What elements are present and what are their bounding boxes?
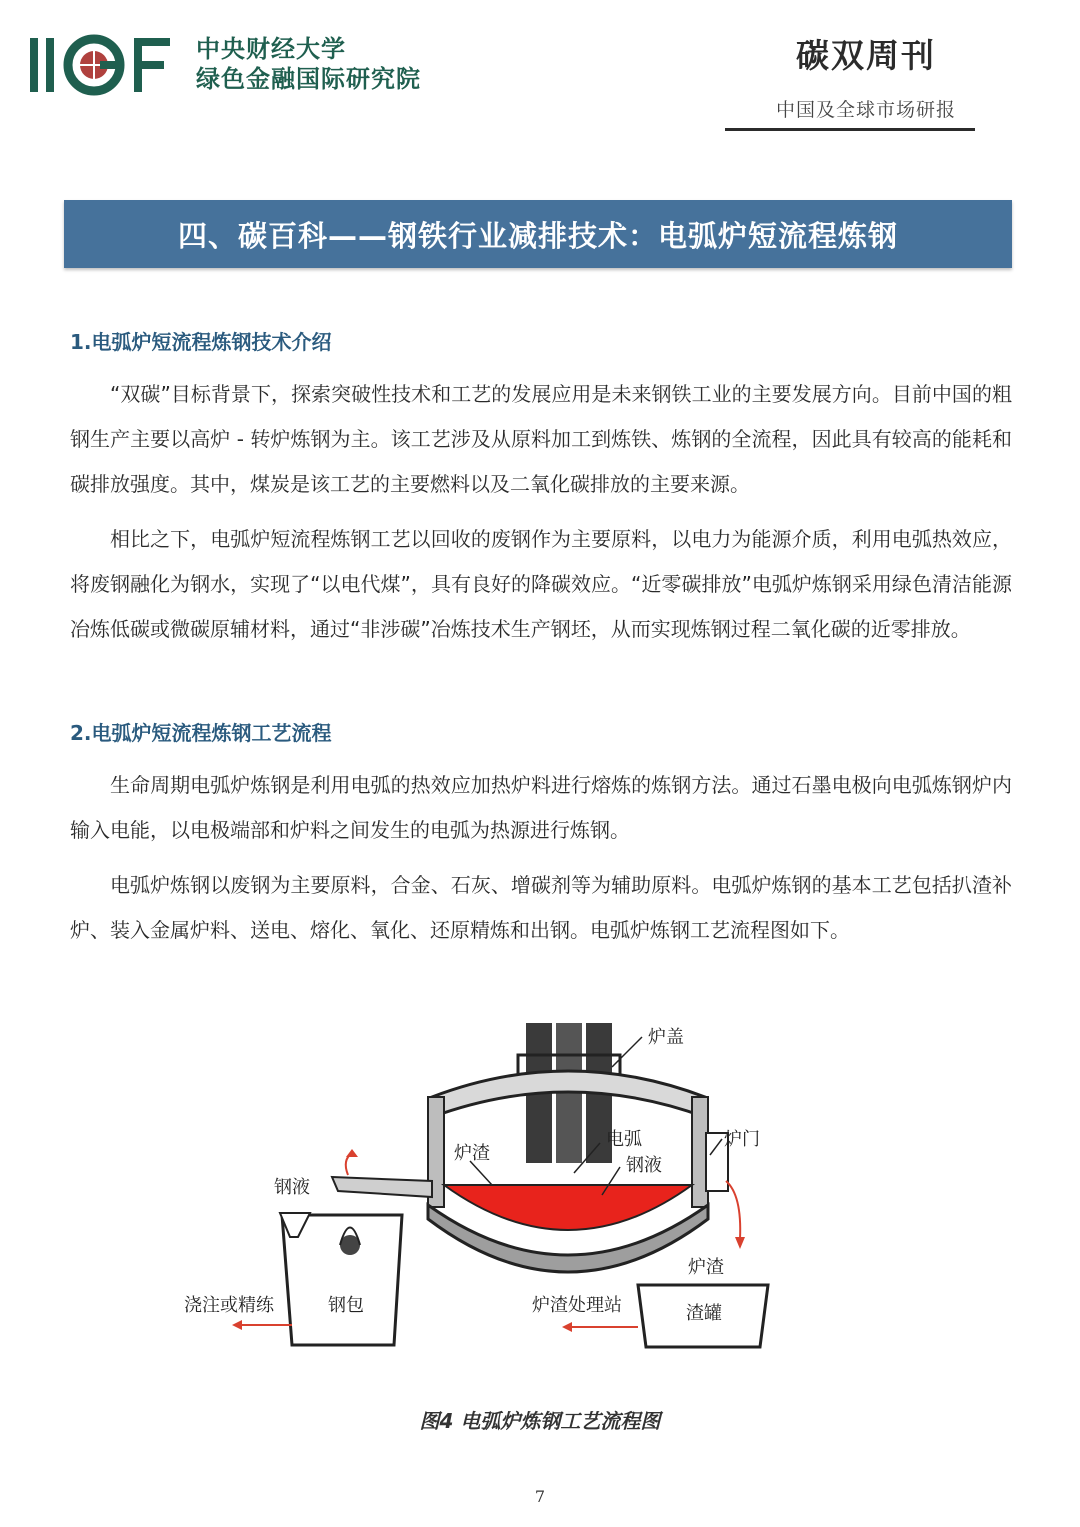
tapping-spout xyxy=(332,1177,432,1197)
section1-heading: 1.电弧炉短流程炼钢技术介绍 xyxy=(70,330,332,354)
org-name-line1: 中央财经大学 xyxy=(196,35,346,63)
org-name xyxy=(196,34,421,94)
label-ladle: 钢包 xyxy=(328,1295,364,1316)
label-slag-station: 炉渣处理站 xyxy=(532,1295,622,1316)
section-banner: 四、碳百科——钢铁行业减排技术：电弧炉短流程炼钢 xyxy=(64,200,1012,268)
section2-paragraph2: 电弧炉炼钢以废钢为主要原料，合金、石灰、增碳剂等为辅助原料。电弧炉炼钢的基本工艺包括扒渣补炉、装入金属炉料、送电、熔化、氧化、还原精炼和出钢。电弧炉炼钢工艺流程图如下。 xyxy=(70,873,1012,942)
publication-title: 碳双周刊 xyxy=(796,36,936,75)
page-number: 7 xyxy=(534,1487,546,1506)
publication xyxy=(756,30,976,122)
label-arc: 电弧 xyxy=(606,1129,642,1150)
section2-heading: 2.电弧炉短流程炼钢工艺流程 xyxy=(70,721,332,745)
org-name-line2: 绿色金融国际研究院 xyxy=(196,65,421,93)
label-pour: 浇注或精练 xyxy=(184,1295,274,1316)
section1-paragraph2: 相比之下，电弧炉短流程炼钢工艺以回收的废钢作为主要原料，以电力为能源介质，利用电弧热效应，将废钢融化为钢水，实现了“以电代煤”，具有良好的降碳效应。“近零碳排放”电弧炉炼钢采用绿色清洁能源冶炼低碳或微碳原辅材料，通过“非涉碳”冶炼技术生产钢坯，从而实现炼钢过程二氧化碳的近零排放。 xyxy=(70,527,1012,641)
label-slag-in: 炉渣 xyxy=(454,1143,490,1164)
section2-paragraph1: 生命周期电弧炉炼钢是利用电弧的热效应加热炉料进行熔炼的炼钢方法。通过石墨电极向电弧炼钢炉内输入电能，以电极端部和炉料之间发生的电弧为热源进行炼钢。 xyxy=(70,773,1012,842)
eaf-process-diagram xyxy=(170,1005,800,1365)
figure-caption: 图4 电弧炉炼钢工艺流程图 xyxy=(419,1409,661,1433)
label-lid: 炉盖 xyxy=(648,1027,684,1048)
label-door: 炉门 xyxy=(724,1129,760,1150)
publication-subtitle: 中国及全球市场研报 xyxy=(775,99,956,121)
header-rule xyxy=(725,128,975,131)
label-slag-pot: 渣罐 xyxy=(686,1303,722,1324)
label-slag-out: 炉渣 xyxy=(688,1257,724,1278)
section1-paragraph1: “双碳”目标背景下，探索突破性技术和工艺的发展应用是未来钢铁工业的主要发展方向。目前中国的粗钢生产主要以高炉 - 转炉炼钢为主。该工艺涉及从原料加工到炼铁、炼钢的全流程，因此具有较高的能耗和碳排放强度。其中，煤炭是该工艺的主要燃料以及二氧化碳排放的主要来源。 xyxy=(70,382,1012,496)
label-molten: 钢液 xyxy=(626,1155,662,1176)
iigf-logo xyxy=(30,34,180,96)
label-molten-out: 钢液 xyxy=(274,1177,310,1198)
molten-steel xyxy=(444,1185,692,1230)
